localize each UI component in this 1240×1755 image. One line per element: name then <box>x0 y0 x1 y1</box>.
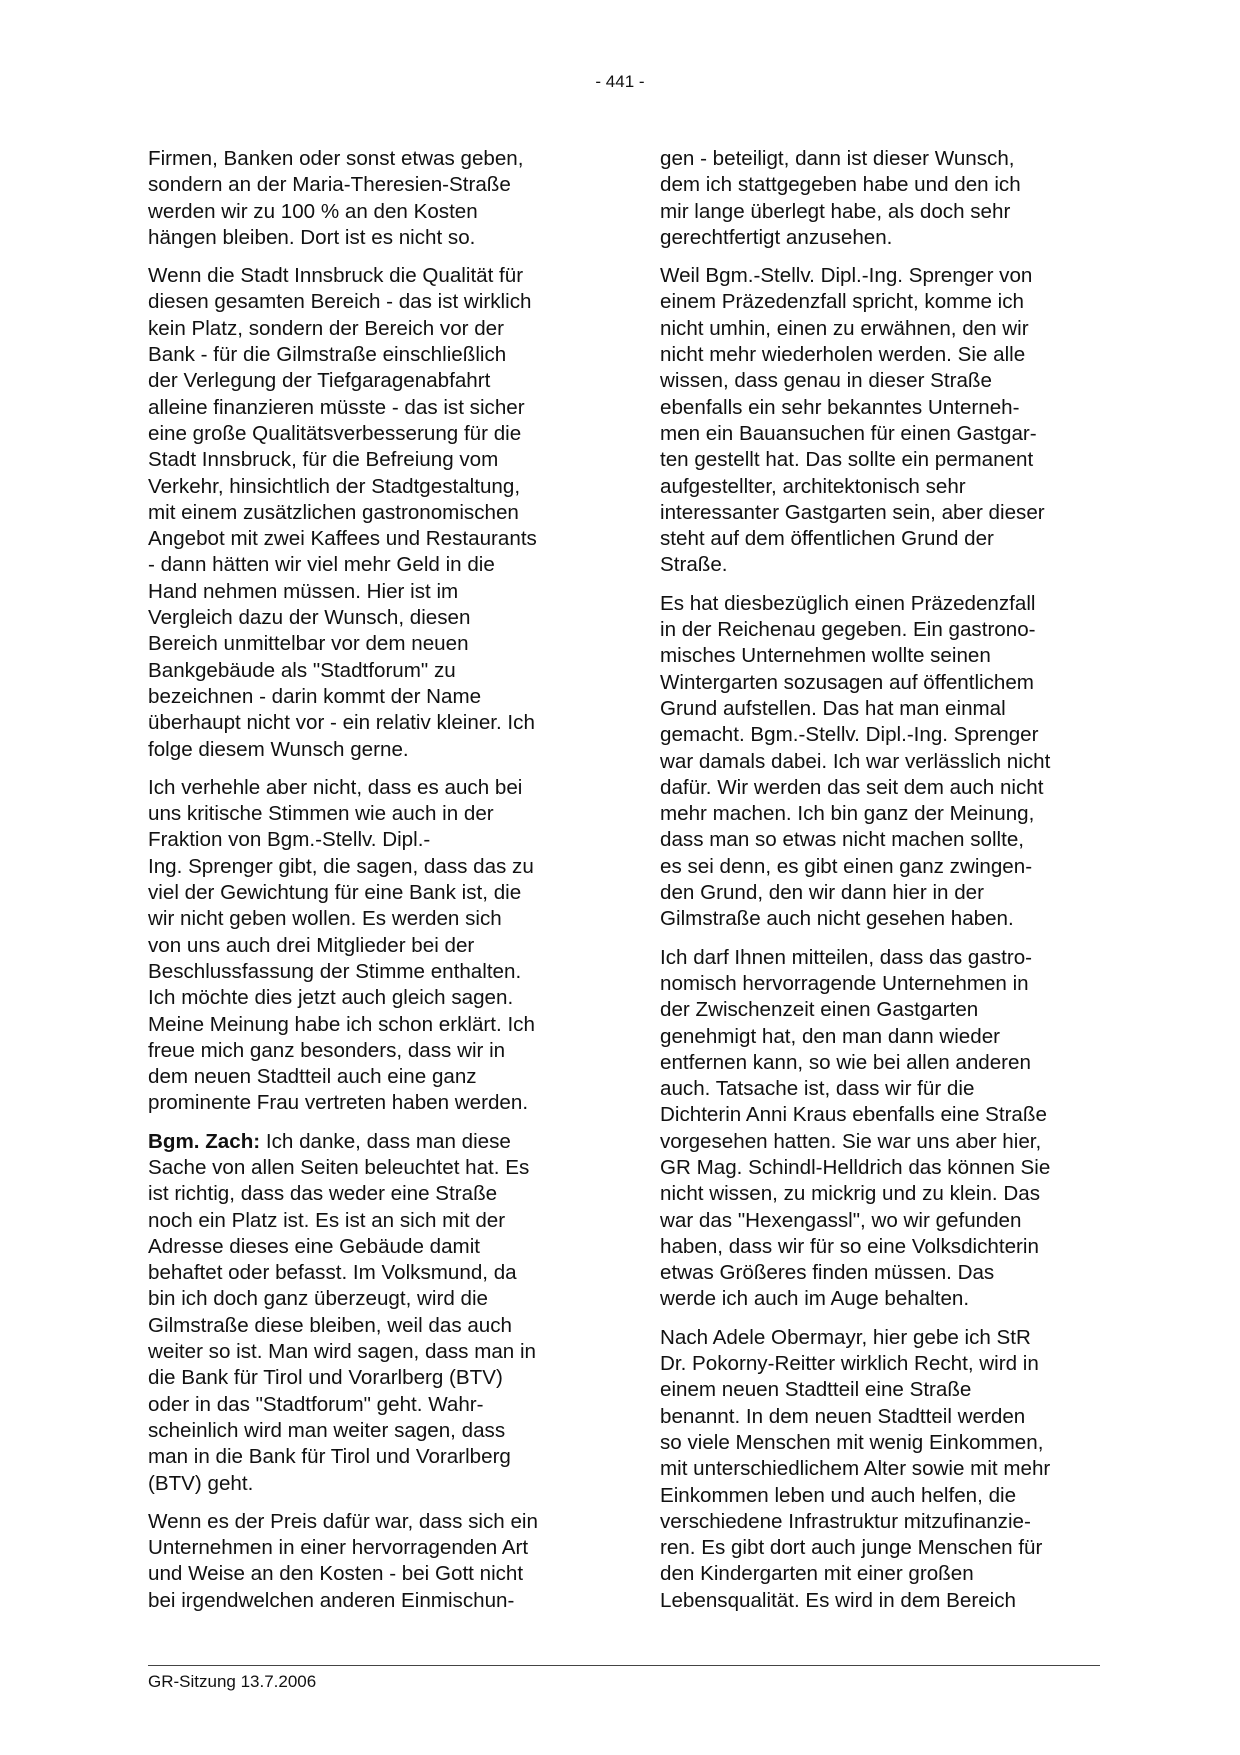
text-line: werde ich auch im Auge behalten. <box>660 1287 970 1311</box>
text-line: es sei denn, es gibt einen ganz zwingen- <box>660 854 1033 878</box>
text-line: GR Mag. Schindl-Helldrich das können Sie <box>660 1155 1051 1179</box>
text-line: Stadt Innsbruck, für die Befreiung vom <box>148 448 499 472</box>
text-line: haben, dass wir für so eine Volksdichterin <box>660 1234 1039 1258</box>
text-line: hängen bleiben. Dort ist es nicht so. <box>148 225 476 249</box>
text-line: die Bank für Tirol und Vorarlberg (BTV) <box>148 1366 503 1390</box>
text-line: in der Reichenau gegeben. Ein gastrono- <box>660 618 1036 642</box>
text-line: Ing. Sprenger gibt, die sagen, dass das zu <box>148 854 534 878</box>
paragraph <box>148 1509 596 1614</box>
text-line: viel der Gewichtung für eine Bank ist, die <box>148 881 522 905</box>
text-line: werden wir zu 100 % an den Kosten <box>148 199 478 223</box>
text-line: dafür. Wir werden das seit dem auch nicht <box>660 775 1044 799</box>
text-line: Grund aufstellen. Das hat man einmal <box>660 696 1006 720</box>
paragraph <box>148 263 596 763</box>
text-line: scheinlich wird man weiter sagen, dass <box>148 1418 506 1442</box>
text-line: entfernen kann, so wie bei allen anderen <box>660 1050 1031 1074</box>
text-line: mir lange überlegt habe, als doch sehr <box>660 199 1011 223</box>
paragraph <box>660 1325 1108 1614</box>
text-line: noch ein Platz ist. Es ist an sich mit der <box>148 1208 506 1232</box>
right-column <box>660 146 1108 1626</box>
text-line: war das "Hexengassl", wo wir gefunden <box>660 1208 1022 1232</box>
text-line: gen - beteiligt, dann ist dieser Wunsch, <box>660 147 1015 170</box>
text-line: diesen gesamten Bereich - das ist wirklich <box>148 290 532 314</box>
text-line: weiter so ist. Man wird sagen, dass man in <box>148 1340 537 1364</box>
paragraph <box>660 945 1108 1313</box>
text-line: bei irgendwelchen anderen Einmischun- <box>148 1588 515 1612</box>
text-line: und Weise an den Kosten - bei Gott nicht <box>148 1562 524 1586</box>
text-line: Hand nehmen müssen. Hier ist im <box>148 579 459 603</box>
text-line: dass man so etwas nicht machen sollte, <box>660 828 1025 852</box>
text-line: Lebensqualität. Es wird in dem Bereich <box>660 1588 1017 1612</box>
text-line: nicht wissen, zu mickrig und zu klein. Das <box>660 1182 1040 1206</box>
text-line: Dichterin Anni Kraus ebenfalls eine Straße <box>660 1103 1047 1127</box>
text-line: mit unterschiedlichem Alter sowie mit mehr <box>660 1457 1051 1481</box>
text-line: nicht umhin, einen zu erwähnen, den wir <box>660 316 1029 340</box>
text-line: ren. Es gibt dort auch junge Menschen für <box>660 1536 1043 1560</box>
text-line: genehmigt hat, den man dann wieder <box>660 1024 1001 1048</box>
text-line: uns kritische Stimmen wie auch in der <box>148 802 494 826</box>
text-line: alleine finanzieren müsste - das ist sicher <box>148 395 525 419</box>
text-line: Unternehmen in einer hervorragenden Art <box>148 1536 529 1560</box>
text-line: Nach Adele Obermayr, hier gebe ich StR <box>660 1325 1031 1349</box>
text-line: Wintergarten sozusagen auf öffentlichem <box>660 670 1034 694</box>
text-line: vorgesehen hatten. Sie war uns aber hier, <box>660 1129 1042 1153</box>
text-line: ebenfalls ein sehr bekanntes Unterneh- <box>660 395 1020 419</box>
text-line: ten gestellt hat. Das sollte ein permanent <box>660 448 1034 472</box>
text-line: misches Unternehmen wollte seinen <box>660 644 991 668</box>
text-line: einem neuen Stadtteil eine Straße <box>660 1378 972 1402</box>
text-line: Vergleich dazu der Wunsch, diesen <box>148 606 471 630</box>
text-line: den Kindergarten mit einer großen <box>660 1562 974 1586</box>
left-column <box>148 146 596 1626</box>
text-line: Sache von allen Seiten beleuchtet hat. Es <box>148 1155 530 1179</box>
text-line: mehr machen. Ich bin ganz der Meinung, <box>660 802 1035 826</box>
text-line: Meine Meinung habe ich schon erklärt. Ich <box>148 1012 535 1036</box>
page-number: - 441 - <box>595 72 645 91</box>
text-line: oder in das "Stadtforum" geht. Wahr- <box>148 1392 484 1416</box>
text-line: folge diesem Wunsch gerne. <box>148 737 409 761</box>
text-line: wir nicht geben wollen. Es werden sich <box>148 907 502 931</box>
text-line: der Verlegung der Tiefgaragenabfahrt <box>148 369 491 393</box>
footer-divider <box>148 1665 1100 1666</box>
text-line: so viele Menschen mit wenig Einkommen, <box>660 1430 1044 1454</box>
footer-session-date: GR-Sitzung 13.7.2006 <box>148 1672 317 1691</box>
text-line: man in die Bank für Tirol und Vorarlberg <box>148 1445 511 1469</box>
text-line: einem Präzedenzfall spricht, komme ich <box>660 290 1024 314</box>
text-line: - dann hätten wir viel mehr Geld in die <box>148 553 495 577</box>
text-line: Verkehr, hinsichtlich der Stadtgestaltung, <box>148 474 521 498</box>
paragraph <box>148 775 596 1117</box>
text-line: Weil Bgm.-Stellv. Dipl.-Ing. Sprenger von <box>660 264 1033 288</box>
text-line: gemacht. Bgm.-Stellv. Dipl.-Ing. Sprenger <box>660 723 1039 747</box>
text-line: behaftet oder befasst. Im Volksmund, da <box>148 1261 517 1285</box>
text-line: nomisch hervorragende Unternehmen in <box>660 971 1029 995</box>
text-line: Bank - für die Gilmstraße einschließlich <box>148 343 507 367</box>
text-line: eine große Qualitätsverbesserung für die <box>148 421 522 445</box>
text-line: von uns auch drei Mitglieder bei der <box>148 933 475 957</box>
text-line: etwas Größeres finden müssen. Das <box>660 1261 995 1285</box>
text-line: kein Platz, sondern der Bereich vor der <box>148 316 504 340</box>
text-line: steht auf dem öffentlichen Grund der <box>660 527 994 551</box>
text-line: Bereich unmittelbar vor dem neuen <box>148 632 469 656</box>
text-line: Gilmstraße diese bleiben, weil das auch <box>148 1313 513 1337</box>
text-line: Ich möchte dies jetzt auch gleich sagen. <box>148 986 514 1010</box>
paragraph <box>660 146 1108 251</box>
text-line: mit einem zusätzlichen gastronomischen <box>148 500 519 524</box>
text-line: Fraktion von Bgm.-Stellv. Dipl.- <box>148 828 431 852</box>
text-line: gerechtfertigt anzusehen. <box>660 225 893 249</box>
speaker-name: Bgm. Zach: <box>148 1129 261 1153</box>
text-line: wissen, dass genau in dieser Straße <box>660 369 992 393</box>
text-line: ist richtig, dass das weder eine Straße <box>148 1182 498 1206</box>
text-line: den Grund, den wir dann hier in der <box>660 881 984 905</box>
text-line: war damals dabei. Ich war verlässlich nicht <box>660 749 1051 773</box>
text-line: Ich darf Ihnen mitteilen, dass das gastro- <box>660 945 1033 969</box>
text-fragment: Ich danke, dass man diese <box>265 1129 511 1153</box>
text-line: benannt. In dem neuen Stadtteil werden <box>660 1404 1026 1428</box>
text-line: dem neuen Stadtteil auch eine ganz <box>148 1065 477 1089</box>
text-line: aufgestellter, architektonisch sehr <box>660 474 966 498</box>
text-line: bezeichnen - darin kommt der Name <box>148 684 482 708</box>
text-line: Gilmstraße auch nicht gesehen haben. <box>660 907 1014 931</box>
paragraph <box>148 1129 596 1497</box>
text-line: bin ich doch ganz überzeugt, wird die <box>148 1287 489 1311</box>
text-line: (BTV) geht. <box>148 1471 254 1495</box>
text-line: Adresse dieses eine Gebäude damit <box>148 1234 480 1258</box>
text-line: Angebot mit zwei Kaffees und Restaurants <box>148 527 537 551</box>
text-line: überhaupt nicht vor - ein relativ kleiner. Ich <box>148 711 535 735</box>
text-line: dem ich stattgegeben habe und den ich <box>660 173 1021 197</box>
text-line: nicht mehr wiederholen werden. Sie alle <box>660 343 1026 367</box>
text-line: Wenn die Stadt Innsbruck die Qualität für <box>148 264 524 288</box>
text-line: prominente Frau vertreten haben werden. <box>148 1091 529 1115</box>
paragraph <box>660 591 1108 933</box>
text-line: Wenn es der Preis dafür war, dass sich ein <box>148 1509 538 1533</box>
paragraph <box>660 263 1108 579</box>
text-line: men ein Bauansuchen für einen Gastgar- <box>660 421 1037 445</box>
text-line: auch. Tatsache ist, dass wir für die <box>660 1077 975 1101</box>
text-line: interessanter Gastgarten sein, aber dieser <box>660 500 1045 524</box>
text-line: Straße. <box>660 553 728 577</box>
text-line: verschiedene Infrastruktur mitzufinanzie- <box>660 1509 1031 1533</box>
text-line: Ich verhehle aber nicht, dass es auch bei <box>148 775 523 799</box>
text-line: Es hat diesbezüglich einen Präzedenzfall <box>660 591 1036 615</box>
text-line: Firmen, Banken oder sonst etwas geben, <box>148 147 524 170</box>
text-line: Bankgebäude als "Stadtforum" zu <box>148 658 456 682</box>
text-line: freue mich ganz besonders, dass wir in <box>148 1038 506 1062</box>
text-line: Beschlussfassung der Stimme enthalten. <box>148 959 522 983</box>
text-line: Einkommen leben und auch helfen, die <box>660 1483 1017 1507</box>
text-line: der Zwischenzeit einen Gastgarten <box>660 998 979 1022</box>
text-line: sondern an der Maria-Theresien-Straße <box>148 173 511 197</box>
paragraph <box>148 146 596 251</box>
text-line <box>148 1129 596 1155</box>
text-line: Dr. Pokorny-Reitter wirklich Recht, wird in <box>660 1352 1039 1376</box>
